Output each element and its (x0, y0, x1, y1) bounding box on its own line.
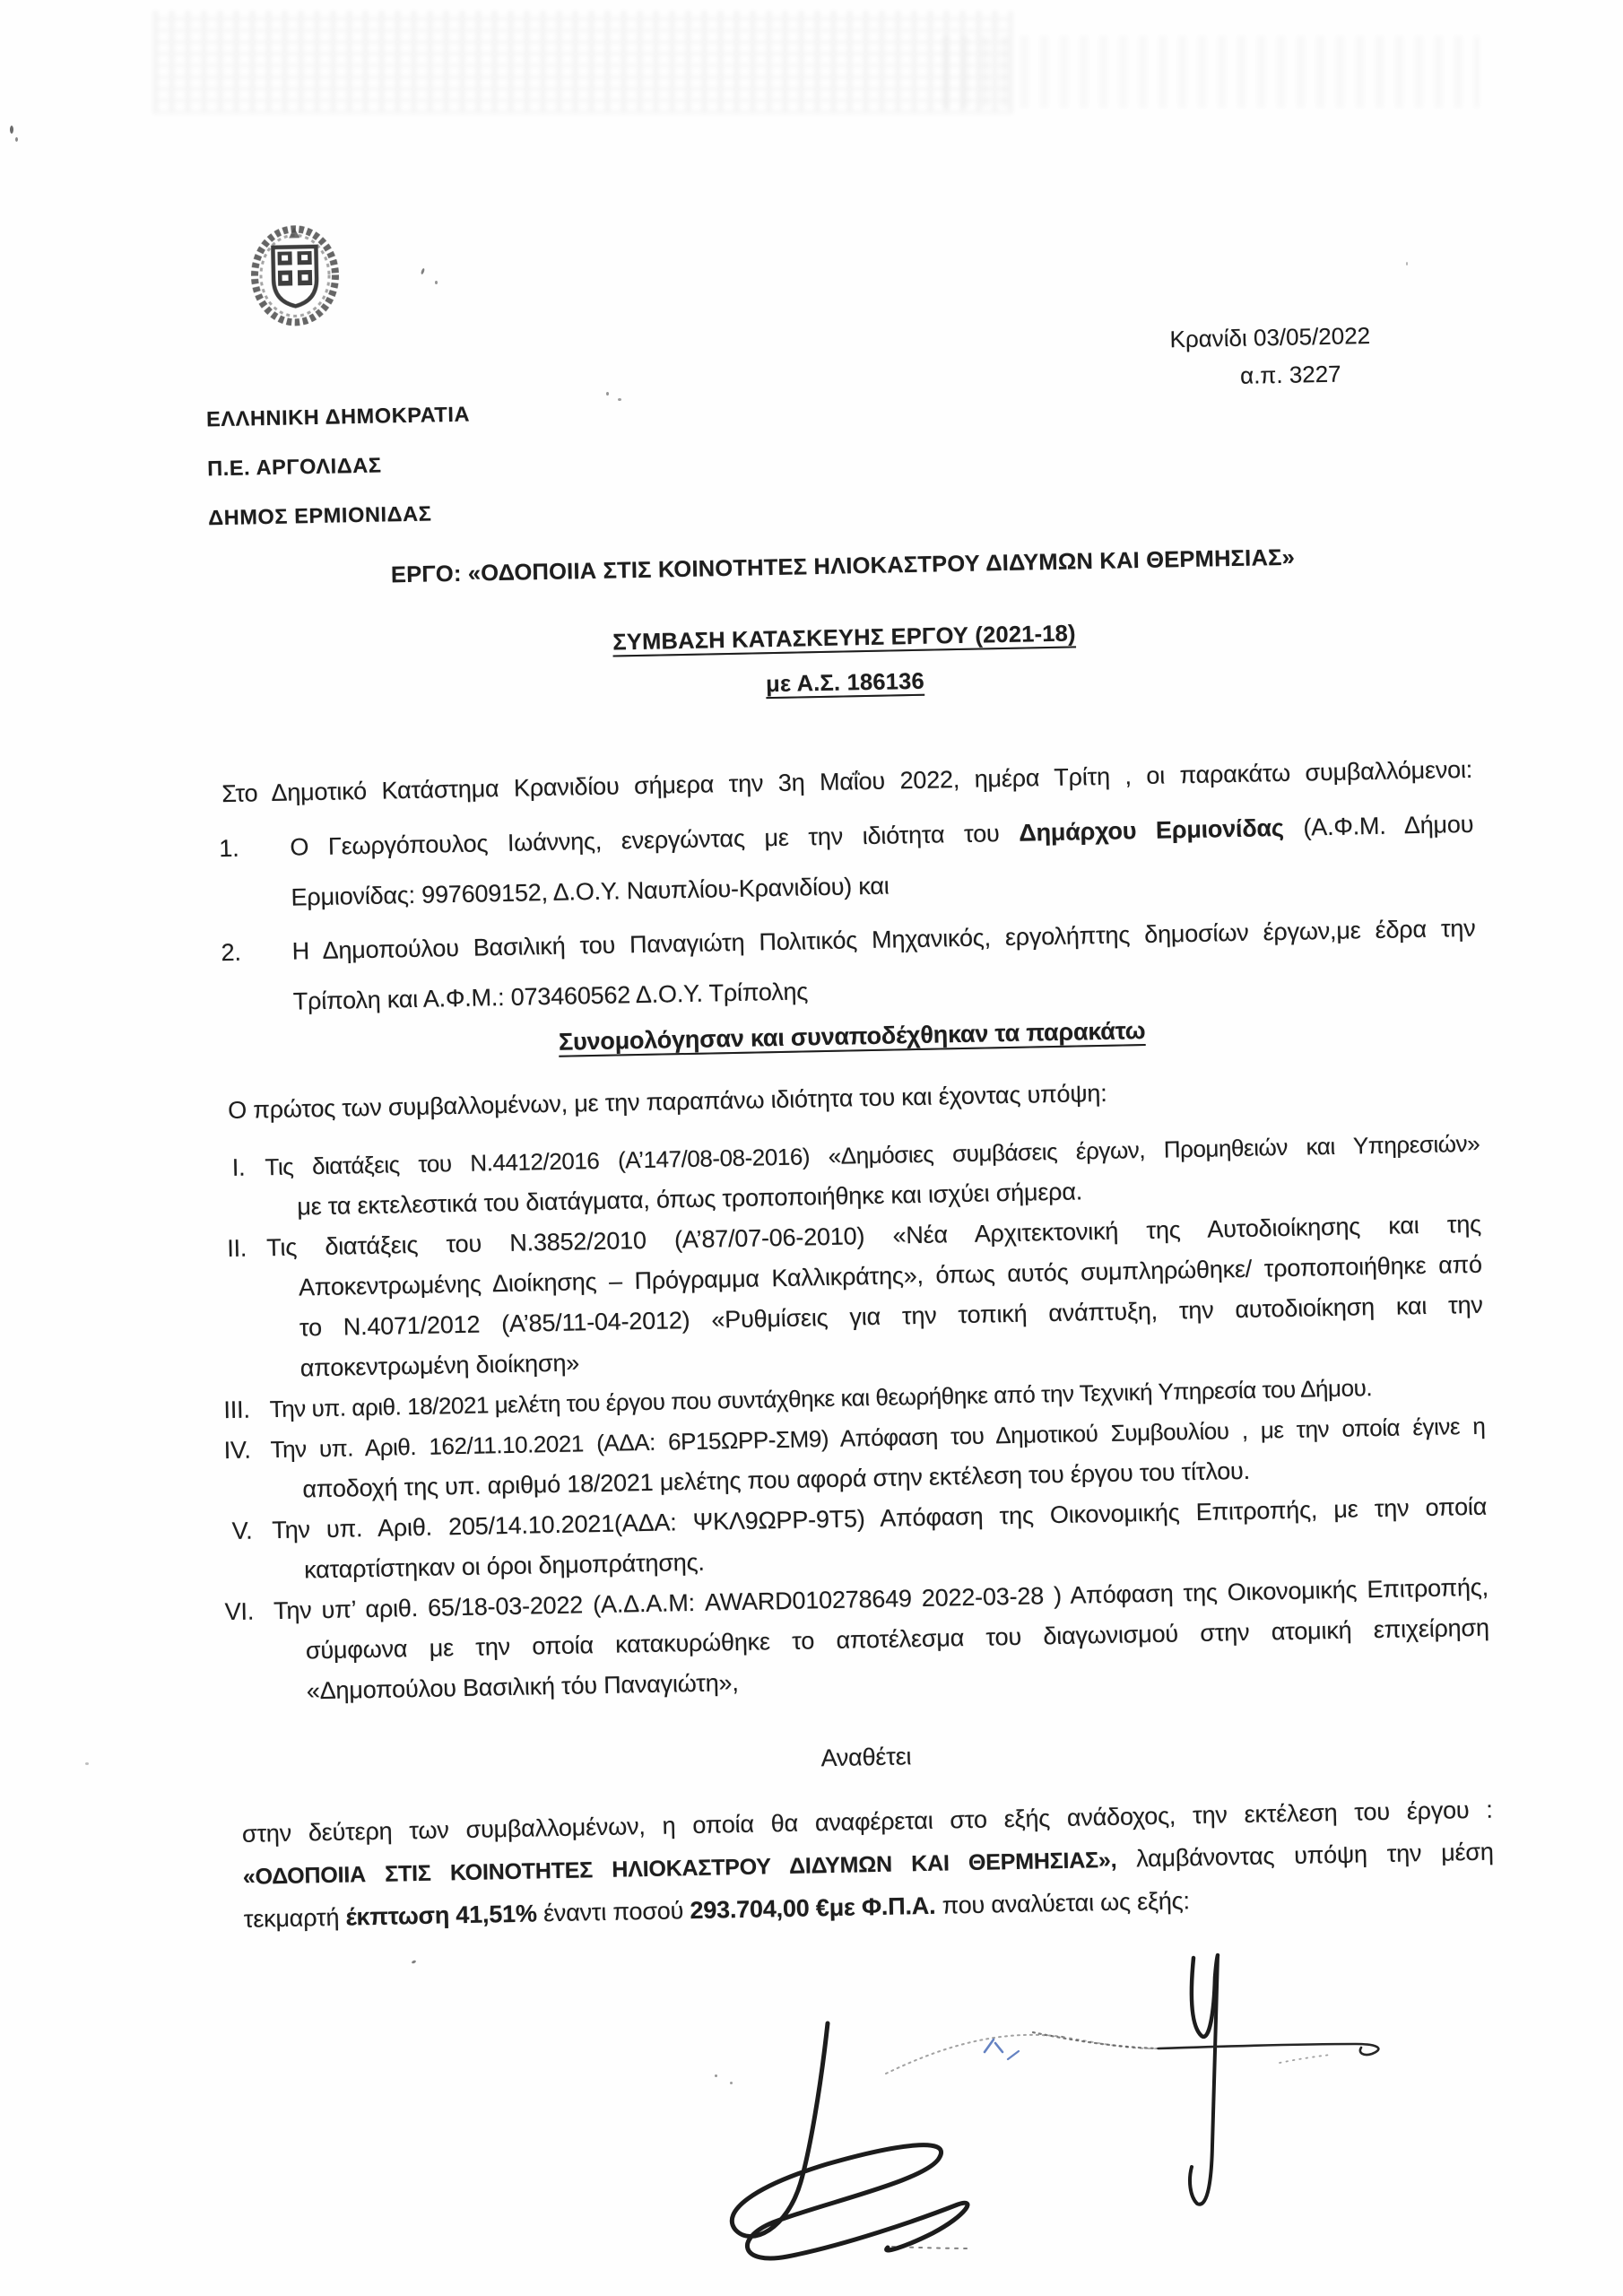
greek-coat-of-arms-emblem (247, 222, 343, 326)
consideration-number: I. (231, 1153, 246, 1181)
consideration-number: VI. (224, 1597, 255, 1626)
scan-speck (435, 281, 438, 284)
scan-speck (10, 126, 13, 134)
consideration-line: Τις διατάξεις του Ν.3852/2010 (Α’87/07-06-2010) «Νέα Αρχιτεκτονική της Αυτοδιοίκησης και της (265, 1210, 1482, 1262)
consideration-line: αποκεντρωμένη διοίκηση» (299, 1349, 580, 1382)
letterhead-line-region: Π.Ε. ΑΡΓΟΛΙΔΑΣ (206, 453, 382, 481)
consideration-item-VI (224, 1568, 1490, 1712)
consideration-line: σύμφωνα με την οποία κατακυρώθηκε το αποτέλεσμα του διαγωνισμού στην ατομική επιχείρηση (305, 1613, 1490, 1665)
issue-block (1169, 316, 1411, 396)
closing-project-name-bold: «ΟΔΟΠΟΙΙΑ ΣΤΙΣ ΚΟΙΝΟΤΗΤΕΣ ΗΛΙΟΚΑΣΤΡΟΥ ΔΙΔΥΜΩΝ ΚΑΙ ΘΕΡΜΗΣΙΑΣ», (242, 1847, 1117, 1890)
closing-text: λαμβάνοντας υπόψη την μέση (1116, 1838, 1494, 1873)
document-body (217, 536, 1495, 1941)
scan-speck (715, 2074, 717, 2077)
scan-speck (15, 137, 18, 142)
party-text-bold: Δημάρχου Ερμιονίδας (1019, 813, 1284, 847)
party-item-1 (219, 799, 1475, 923)
consideration-line: Την υπ. Αριθ. 205/14.10.2021(ΑΔΑ: ΨΚΛ9ΩΡΡ-9Τ5) Απόφαση της Οικονομικής Επιτροπής, με την οποία (272, 1492, 1488, 1544)
scan-speck (730, 2082, 733, 2084)
party-text: Ο Γεωργόπουλος Ιωάννης, ενεργώντας με την ιδιότητα του (290, 819, 1020, 861)
consideration-line: αποδοχή της υπ. αριθμό 18/2021 μελέτης που αφορά στην εκτέλεση του έργου του τίτλου. (302, 1457, 1251, 1503)
letterhead-line-municipality: ΔΗΜΟΣ ΕΡΜΙΟΝΙΔΑΣ (208, 501, 432, 530)
consideration-line: Την υπ. Αριθ. 162/11.10.2021 (ΑΔΑ: 6Ρ15ΩΡΡ-ΣΜ9) Απόφαση του Δημοτικού Συμβουλίου , με την οποία έγινε η (270, 1412, 1486, 1464)
consideration-number: III. (223, 1396, 250, 1424)
party-line: Τρίπολη και Α.Φ.Μ.: 073460562 Δ.Ο.Υ. Τρίπολης (292, 978, 809, 1015)
consideration-line: Τις διατάξεις του Ν.4412/2016 (Α’147/08-08-2016) «Δημόσιες συμβάσεις έργων, Προμηθειών και Υπηρεσιών» (265, 1129, 1480, 1181)
closing-paragraph (242, 1789, 1496, 1941)
party-number: 1. (219, 834, 239, 863)
scan-speck (618, 398, 621, 401)
considering-intro: Ο πρώτος των συμβαλλομένων, με την παραπάνω ιδιότητα του και έχοντας υπόψη: (227, 1079, 1107, 1125)
party-line: Ερμιονίδας: 997609152, Δ.Ο.Υ. Ναυπλίου-Κρανιδίου) και (291, 872, 890, 911)
closing-amount-bold: 293.704,00 €με Φ.Π.Α. (690, 1892, 936, 1925)
consideration-line: το Ν.4071/2012 (Α’85/11-04-2012) «Ρυθμίσεις για την τοπική ανάπτυξη, την αυτοδιοίκηση και την (299, 1291, 1483, 1342)
consideration-line: με τα εκτελεστικά του διατάγματα, όπως τροποποιήθηκε και ισχύει σήμερα. (297, 1178, 1083, 1221)
consideration-number: II. (226, 1234, 247, 1263)
assign-heading-wrap (240, 1725, 1492, 1791)
assign-heading: Αναθέτει (820, 1743, 912, 1772)
contract-reference-number: με Α.Σ. 186136 (765, 668, 925, 698)
considerations-list (223, 1124, 1490, 1713)
consideration-line: καταρτίστηκαν οι όροι δημοπράτησης. (303, 1548, 705, 1584)
consideration-line: Την υπ. αριθ. 18/2021 μελέτη του έργου που συντάχθηκε και θεωρήθηκε από την Τεχνική Υπηρεσία του Δήμου. (269, 1374, 1373, 1423)
parties-list (219, 799, 1477, 1028)
intro-paragraph: Στο Δημοτικό Κατάστημα Κρανιδίου σήμερα την 3η Μαΐου 2022, ημέρα Τρίτη , οι παρακάτω συμβαλλόμενοι: (221, 755, 1473, 808)
closing-text: έναντι ποσού (536, 1897, 690, 1927)
closing-text: που αναλύεται ως εξής: (935, 1887, 1191, 1919)
letterhead-block (206, 390, 473, 544)
project-title: ΕΡΓΟ: «ΟΔΟΠΟΙΙΑ ΣΤΙΣ ΚΟΙΝΟΤΗΤΕΣ ΗΛΙΟΚΑΣΤΡΟΥ ΔΙΔΥΜΩΝ ΚΑΙ ΘΕΡΜΗΣΙΑΣ» (390, 544, 1296, 588)
party-number: 2. (221, 938, 242, 967)
closing-discount-bold: έκπτωση 41,51% (345, 1900, 538, 1931)
consideration-line: «Δημοπούλου Βασιλική τόυ Παναγιώτη», (306, 1669, 739, 1705)
consideration-line: Αποκεντρωμένης Διοίκησης – Πρόγραμμα Καλλικράτης», όπως αυτός συμπληρώθηκε/ τροποποιήθηκε από (298, 1250, 1483, 1301)
closing-line: στην δεύτερη των συμβαλλομένων, η οποία θα αναφέρεται στο εξής ανάδοχος, την εκτέλεση του έργου : (241, 1796, 1493, 1848)
party-text: (Α.Φ.Μ. Δήμου (1283, 810, 1474, 841)
scan-speck (85, 1762, 89, 1765)
agreement-heading: Συνομολόγησαν και συναποδέχθηκαν τα παρακάτω (558, 1016, 1146, 1056)
letterhead-line-republic: ΕΛΛΗΝΙΚΗ ΔΗΜΟΚΡΑΤΙΑ (205, 402, 471, 431)
scan-speck (1406, 262, 1408, 265)
contract-title: ΣΥΜΒΑΣΗ ΚΑΤΑΣΚΕΥΗΣ ΕΡΓΟΥ (2021-18) (612, 621, 1076, 656)
consideration-number: IV. (223, 1436, 251, 1465)
consideration-number: V. (231, 1517, 253, 1545)
party-line: Η Δημοπούλου Βασιλική του Παναγιώτη Πολιτικός Μηχανικός, εργολήπτης δημοσίων έργων,με έδρα την (291, 914, 1476, 965)
issue-place-date: Κρανίδι 03/05/2022 (1169, 321, 1371, 353)
issue-protocol-number: α.π. 3227 (1239, 360, 1341, 389)
consideration-line: Την υπ’ αριθ. 65/18-03-2022 (Α.Δ.Α.Μ: AWARD010278649 2022-03-28 ) Απόφαση της Οικονομικής Επιτροπής, (273, 1573, 1489, 1625)
closing-text: τεκμαρτή (243, 1903, 346, 1933)
scan-speck (606, 392, 609, 396)
consideration-item-II (226, 1205, 1484, 1389)
